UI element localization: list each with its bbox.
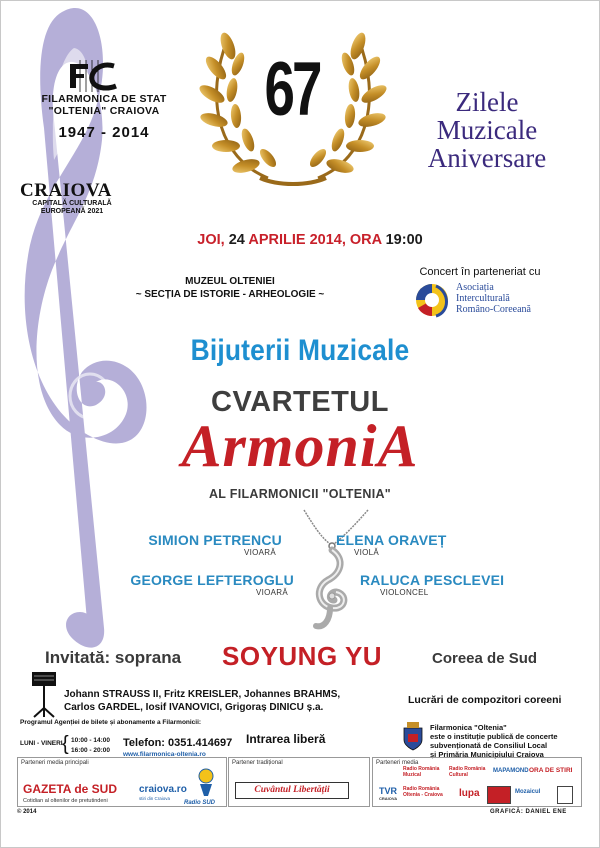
performer-2-instrument: VIOLĂ xyxy=(354,548,380,557)
festival-title xyxy=(392,88,582,172)
composers-list xyxy=(64,688,340,714)
edition-number: 67 xyxy=(264,47,320,132)
free-entry: Intrarea liberă xyxy=(246,732,326,746)
performer-1-instrument: VIOARĂ xyxy=(243,548,276,557)
mapamond-logo: MAPAMOND xyxy=(493,768,529,774)
date-hour: 19:00 xyxy=(385,232,423,248)
cuvantul-logo: Cuvântul Libertății xyxy=(235,782,349,799)
media-logo-box-2 xyxy=(557,786,573,804)
festival-line2: Muzicale xyxy=(436,115,538,145)
tvr-subtitle: CRAIOVA xyxy=(379,796,398,801)
radio-romania-oltenia-logo: Radio România Oltenia - Craiova xyxy=(403,786,443,798)
ticket-phone: Telefon: 0351.414697 xyxy=(123,737,233,749)
radio-romania-muzical-logo: Radio România Muzical xyxy=(403,766,440,778)
composers-line2: Carlos GARDEL, Iosif IVANOVICI, Grigoraș DINICU ș.a. xyxy=(64,702,324,713)
ticket-hours-2: 16:00 - 20:00 xyxy=(71,747,111,754)
craiova-crest-icon xyxy=(402,722,424,752)
performer-3 xyxy=(114,572,294,597)
institution-info xyxy=(430,723,558,759)
craiova-sub-line1: CAPITALĂ CULTURALĂ xyxy=(32,200,112,207)
ensemble-name: ArmoniA xyxy=(181,413,419,479)
festival-line1: Zilele xyxy=(455,87,519,117)
performer-1-name: SIMION PETRENCU xyxy=(148,532,282,548)
org-name xyxy=(24,93,184,117)
ensemble-label: CVARTETUL xyxy=(211,386,389,418)
radio-romania-cultural-logo: Radio România Cultural xyxy=(449,766,486,778)
filarmonica-fc-logo xyxy=(66,58,136,92)
ticket-days: LUNI - VINERI xyxy=(20,740,63,747)
hours-brace: { xyxy=(62,733,69,755)
craiova-title: CRAIOVA xyxy=(20,180,112,201)
media-main-box xyxy=(17,757,227,807)
performer-3-name: GEORGE LEFTEROGLU xyxy=(130,572,294,588)
guest-name: SOYUNG YU xyxy=(222,641,383,671)
craiova-ro-logo: craiova.ro xyxy=(139,784,187,795)
date-day: 24 xyxy=(228,232,245,248)
guest-country: Coreea de Sud xyxy=(432,650,538,667)
performer-4 xyxy=(360,572,540,597)
craiova-subtitle xyxy=(27,200,117,216)
tvr-logo: TVR xyxy=(379,786,397,796)
media-traditional-label: Partener tradițional xyxy=(232,760,283,766)
radio-sud-label: Radio SUD xyxy=(184,800,216,806)
performer-4-instrument: VIOLONCEL xyxy=(380,588,429,597)
asociatia-name xyxy=(456,282,531,315)
design-credit: GRAFICĂ: DANIEL ENE xyxy=(490,809,567,815)
media-traditional-box xyxy=(228,757,370,807)
craiova-ro-subtitle: stiri din Craiova xyxy=(139,796,171,801)
website-link[interactable]: www.filarmonica-oltenia.ro xyxy=(123,751,206,758)
program-title: Bijuterii Muzicale xyxy=(190,334,410,367)
institution-line4: și Primăria Municipiului Craiova xyxy=(430,750,544,759)
org-name-line2: "OLTENIA" CRAIOVA xyxy=(48,105,160,117)
date-month: APRILIE 2014, ORA xyxy=(244,232,386,248)
performer-3-instrument: VIOARĂ xyxy=(255,588,288,597)
venue xyxy=(80,275,380,301)
mozaicul-logo: Mozaicul xyxy=(515,789,541,795)
ora-de-stiri-logo: ORA DE STIRI xyxy=(529,767,573,774)
clef-pendant-graphic xyxy=(290,508,370,638)
media-partners-box xyxy=(372,757,582,807)
asociatia-line3: Româno-Coreeană xyxy=(456,304,531,315)
venue-line2: ~ SECȚIA DE ISTORIE - ARHEOLOGIE ~ xyxy=(135,289,325,300)
music-stand-icon xyxy=(30,670,58,718)
ticket-hours-1: 10:00 - 14:00 xyxy=(71,737,111,744)
asociatia-line1: Asociația xyxy=(456,282,494,293)
asociatia-line2: Interculturală xyxy=(456,293,510,304)
org-name-line1: FILARMONICA DE STAT xyxy=(41,93,167,105)
date-joi: JOI, xyxy=(197,232,229,248)
performer-2 xyxy=(336,532,496,557)
performer-4-name: RALUCA PESCLEVEI xyxy=(360,572,505,588)
institution-line1: Filarmonica "Oltenia" xyxy=(430,723,507,732)
gazeta-logo: GAZETA de SUD xyxy=(23,782,118,796)
partner-intro: Concert în parteneriat cu xyxy=(419,266,541,278)
ticket-program: Programul Agenției de bilete și abonamente a Filarmonicii: xyxy=(20,719,202,726)
venue-line1: MUZEUL OLTENIEI xyxy=(185,276,275,287)
copyright: © 2014 xyxy=(17,809,37,815)
media-partners-label: Parteneri media xyxy=(376,760,419,766)
lupa-logo: lupa xyxy=(459,788,480,799)
performer-1 xyxy=(132,532,282,557)
performer-2-name: ELENA ORAVEȚ xyxy=(336,532,447,548)
institution-line2: este o instituție publică de concerte xyxy=(430,732,558,741)
korean-works: Lucrări de compozitori coreeni xyxy=(408,694,562,706)
media-logo-box xyxy=(487,786,511,804)
radio-sud-icon xyxy=(194,766,218,798)
asociatia-logo xyxy=(410,278,454,322)
ticket-hours xyxy=(71,736,110,756)
gazeta-subtitle: Cotidian al oltenilor de pretutindeni xyxy=(23,798,108,804)
festival-line3: Aniversare xyxy=(427,143,547,173)
craiova-sub-line2: EUROPEANĂ 2021 xyxy=(40,208,104,215)
guest-label: Invitată: soprana xyxy=(45,648,182,667)
ensemble-subtitle: AL FILARMONICII "OLTENIA" xyxy=(208,487,392,501)
institution-line3: subvenționată de Consiliul Local xyxy=(430,741,548,750)
media-main-label: Parteneri media principali xyxy=(21,760,89,766)
event-date xyxy=(160,232,460,248)
composers-line1: Johann STRAUSS II, Fritz KREISLER, Johannes BRAHMS, xyxy=(64,689,341,700)
org-years: 1947 - 2014 xyxy=(58,124,150,141)
